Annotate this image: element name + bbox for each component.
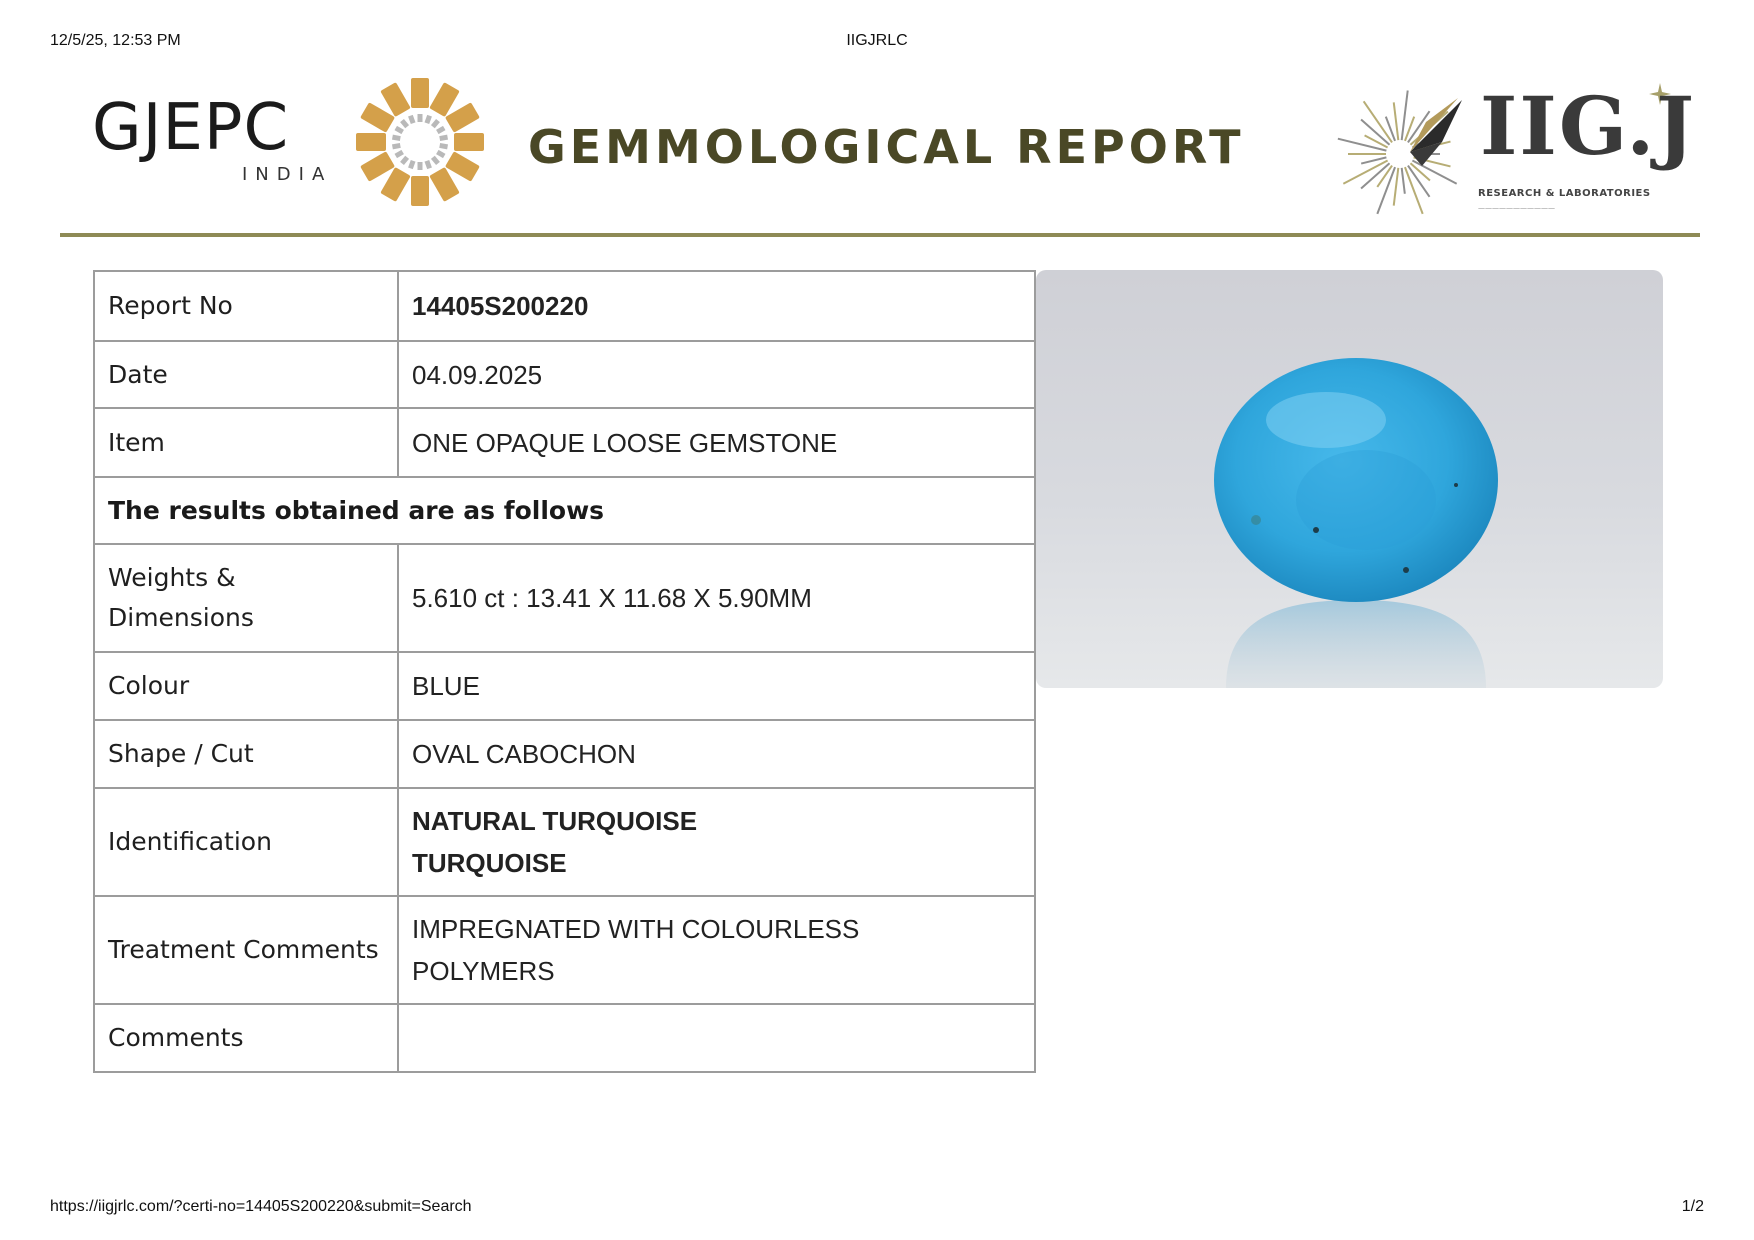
table-row [94, 544, 1035, 652]
label-shape-cut: Shape / Cut [94, 720, 398, 788]
value-report-no: 14405S200220 [398, 271, 1035, 341]
label-identification: Identification [94, 788, 398, 896]
header-divider [60, 233, 1700, 237]
label-treatment-comments: Treatment Comments [94, 896, 398, 1004]
turquoise-stone-image [1036, 270, 1663, 688]
table-row [94, 652, 1035, 720]
print-url: https://iigjrlc.com/?certi-no=14405S200220&submit=Search [50, 1198, 472, 1215]
print-footer [50, 1198, 1704, 1218]
label-report-no: Report No [94, 271, 398, 341]
value-shape-cut: OVAL CABOCHON [398, 720, 1035, 788]
value-line: IMPREGNATED WITH COLOURLESS [412, 914, 860, 944]
iigj-logo-fineprint: ——————————— [1478, 204, 1555, 212]
label-weights-dimensions [94, 544, 398, 652]
label-line: Weights & [108, 563, 236, 592]
value-identification [398, 788, 1035, 896]
table-row [94, 271, 1035, 341]
label-comments: Comments [94, 1004, 398, 1072]
label-date: Date [94, 341, 398, 408]
value-weights-dimensions: 5.610 ct : 13.41 X 11.68 X 5.90MM [398, 544, 1035, 652]
table-row [94, 720, 1035, 788]
gjepc-logo [92, 76, 492, 216]
label-colour: Colour [94, 652, 398, 720]
value-line: NATURAL TURQUOISE [412, 806, 698, 836]
table-row [94, 788, 1035, 896]
label-item: Item [94, 408, 398, 477]
report-title: GEMMOLOGICAL REPORT [528, 120, 1245, 174]
label-line: Dimensions [108, 603, 254, 632]
gjepc-emblem-icon [354, 76, 486, 208]
gemstone-photo [1036, 270, 1663, 688]
value-comments [398, 1004, 1035, 1072]
table-row [94, 1004, 1035, 1072]
table-row [94, 477, 1035, 544]
iigj-logo [1330, 76, 1697, 222]
print-header [50, 32, 1704, 52]
report-table [93, 270, 1036, 1073]
print-datetime: 12/5/25, 12:53 PM [50, 32, 181, 49]
print-page-title: IIGJRLC [846, 32, 908, 49]
value-line: POLYMERS [412, 956, 555, 986]
iigj-logo-text: IIG.J [1480, 79, 1697, 173]
value-colour: BLUE [398, 652, 1035, 720]
value-item: ONE OPAQUE LOOSE GEMSTONE [398, 408, 1035, 477]
table-row [94, 341, 1035, 408]
gjepc-logo-subtext: INDIA [242, 164, 333, 185]
value-treatment-comments [398, 896, 1035, 1004]
iigj-logo-subtext: RESEARCH & LABORATORIES [1478, 188, 1651, 199]
results-heading: The results obtained are as follows [94, 477, 1035, 544]
value-date: 04.09.2025 [398, 341, 1035, 408]
value-line: TURQUOISE [412, 848, 567, 878]
table-row [94, 896, 1035, 1004]
gjepc-logo-text: GJEPC [92, 91, 290, 165]
iigj-starburst-icon [1330, 82, 1480, 222]
print-page-number: 1/2 [1681, 1198, 1704, 1215]
table-row [94, 408, 1035, 477]
